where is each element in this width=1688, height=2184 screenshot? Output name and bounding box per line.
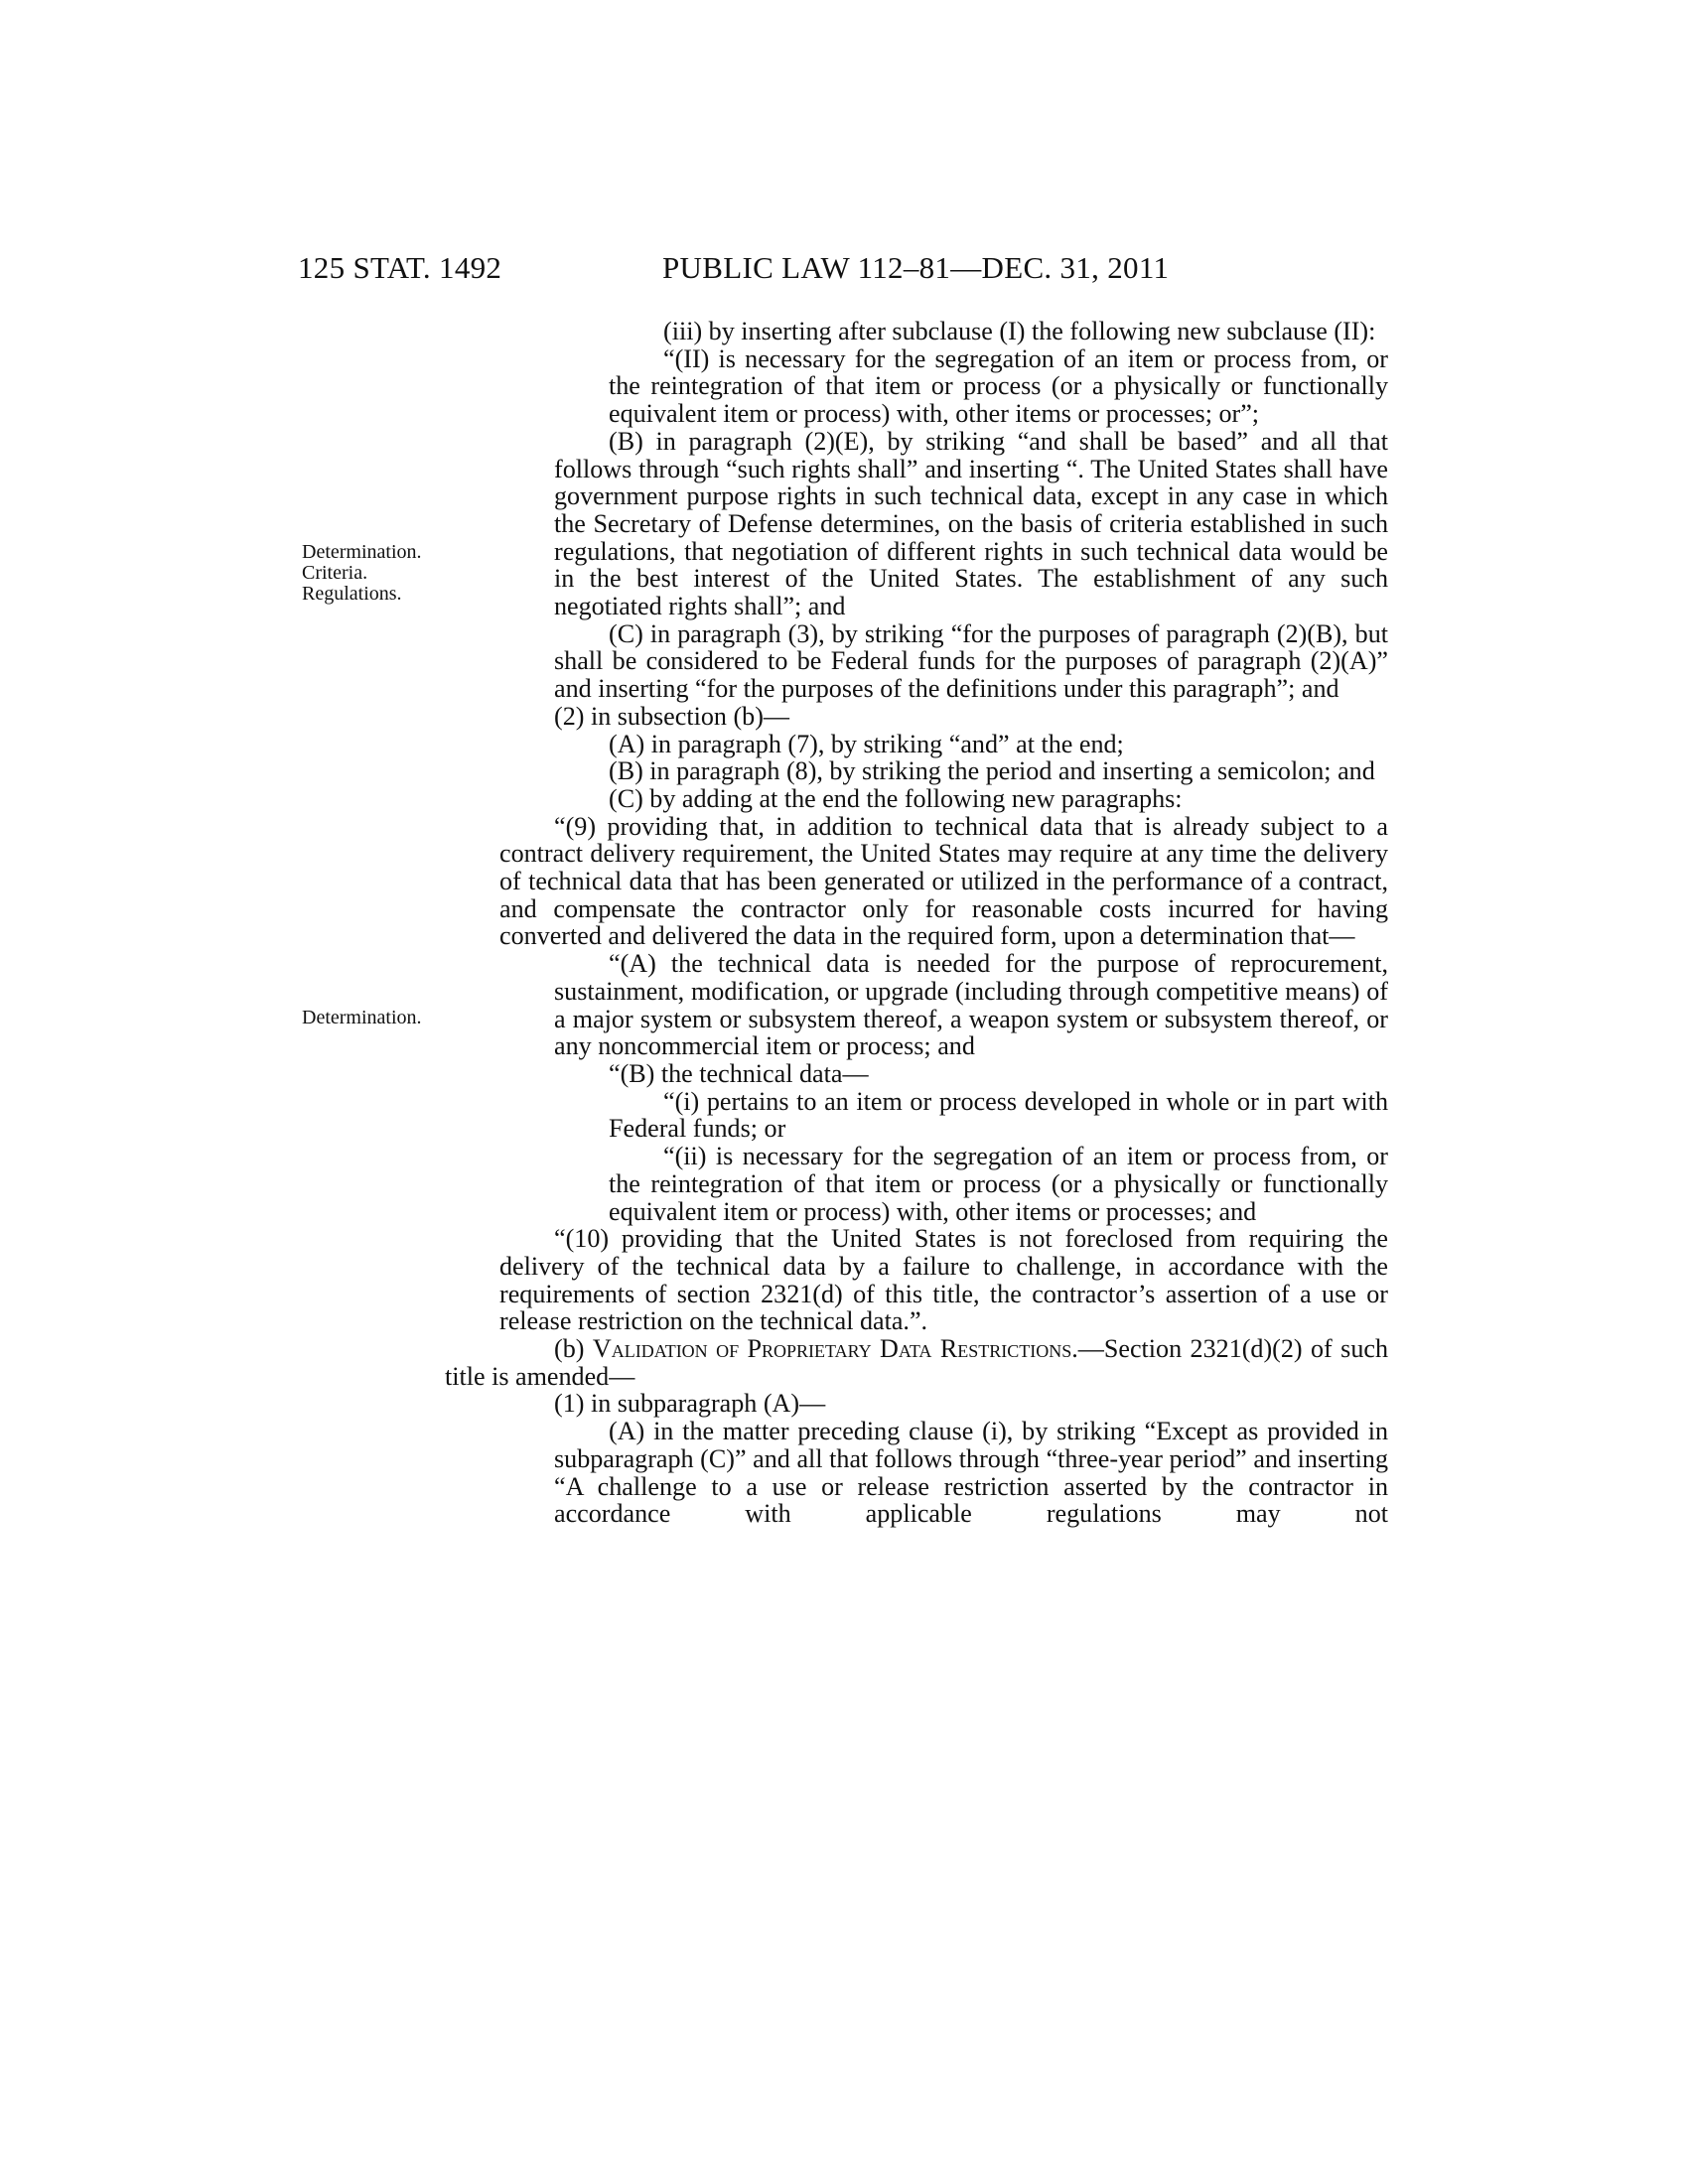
paragraph-9: “(9) providing that, in addition to technical data that is already subject to a contract delivery requirement, the United States may require at any time the delivery of technical data that has been generated or utilized in the performance of a contract, and compensate the contractor only for reasonable costs incurred for having converted and delivered the data in the required form, upon a determination that—	[499, 811, 1388, 951]
paragraph-1-subparagraph-a: (1) in subparagraph (A)—	[554, 1389, 826, 1419]
paragraph-c-paragraph-3: (C) in paragraph (3), by striking “for the purposes of paragraph (2)(B), but shall be considered to be Federal funds for the purposes of paragraph (2)(A)” and inserting “for the purposes of the definitions under this paragraph”; and	[554, 618, 1388, 704]
paragraph-b-strike: (B) in paragraph (2)(E), by striking “and shall be based” and all that follows through “such rights shall” and inserting “. The United States shall have government purpose rights in such technical data, except in any case in which the Secretary of Defense determines, on the basis of criteria established in such regulations, that negotiation of different rights in such technical data would be in the best interest of the United States. The establishment of any such negotiated rights shall”; and	[554, 426, 1388, 621]
paragraph-subclause-ii: “(II) is necessary for the segregation of an item or process from, or the reintegration of that item or process (or a physically or functionally equivalent item or process) with, other items or processes; or”;	[609, 343, 1388, 429]
section-b-heading: Validation of Proprietary Data Restrictions.	[592, 1334, 1078, 1364]
margin-note-determination	[302, 1008, 422, 1028]
margin-note-line: Criteria.	[302, 562, 368, 584]
paragraph-c-adding: (C) by adding at the end the following new paragraphs:	[609, 783, 1183, 813]
margin-note-determination-criteria-regulations	[302, 542, 422, 605]
paragraph-a-matter-preceding: (A) in the matter preceding clause (i), by striking “Except as provided in subparagraph (C)” and all that follows through “three-year period” and inserting “A challenge to a use or release restriction asserted by the contractor in accordance with applicable regulations may not	[554, 1417, 1388, 1529]
paragraph-9-b-ii: “(ii) is necessary for the segregation of an item or process from, or the reintegration of that item or process (or a physically or functionally equivalent item or process) with, other items or processes; and	[609, 1142, 1388, 1226]
paragraph-10: “(10) providing that the United States is not foreclosed from requiring the delivery of the technical data by a failure to challenge, in accordance with the requirements of section 2321(d) of this title, the contractor’s assertion of a use or release restriction on the technical data.”.	[499, 1224, 1388, 1336]
paragraph-iii: (iii) by inserting after subclause (I) the following new subclause (II):	[663, 317, 1376, 345]
section-b-validation	[445, 1335, 1388, 1390]
section-b-label: (b)	[554, 1334, 585, 1364]
paragraph-2-subsection-b: (2) in subsection (b)—	[554, 701, 789, 731]
margin-note-line: Regulations.	[302, 583, 402, 605]
paragraph-9-b: “(B) the technical data—	[609, 1058, 869, 1088]
page-title: PUBLIC LAW 112–81—DEC. 31, 2011	[662, 250, 1170, 285]
margin-note-line: Determination.	[302, 1007, 422, 1028]
statute-body-text	[445, 317, 1388, 1529]
paragraph-9-a: “(A) the technical data is needed for the purpose of reprocurement, sustainment, modification, or upgrade (including through competitive means) of a major system or subsystem thereof, a weapon system or subsystem thereof, or any noncommercial item or process; and	[554, 949, 1388, 1061]
statute-page-reference: 125 STAT. 1492	[298, 250, 502, 285]
paragraph-a-paragraph-7: (A) in paragraph (7), by striking “and” at the end;	[609, 729, 1124, 758]
margin-note-line: Determination.	[302, 541, 422, 563]
paragraph-b-paragraph-8: (B) in paragraph (8), by striking the period and inserting a semicolon; and	[609, 756, 1375, 786]
paragraph-9-b-i: “(i) pertains to an item or process developed in whole or in part with Federal funds; or	[609, 1086, 1388, 1144]
section-b-text: —Section 2321(d)(2) of such title is amended—	[445, 1334, 1388, 1391]
